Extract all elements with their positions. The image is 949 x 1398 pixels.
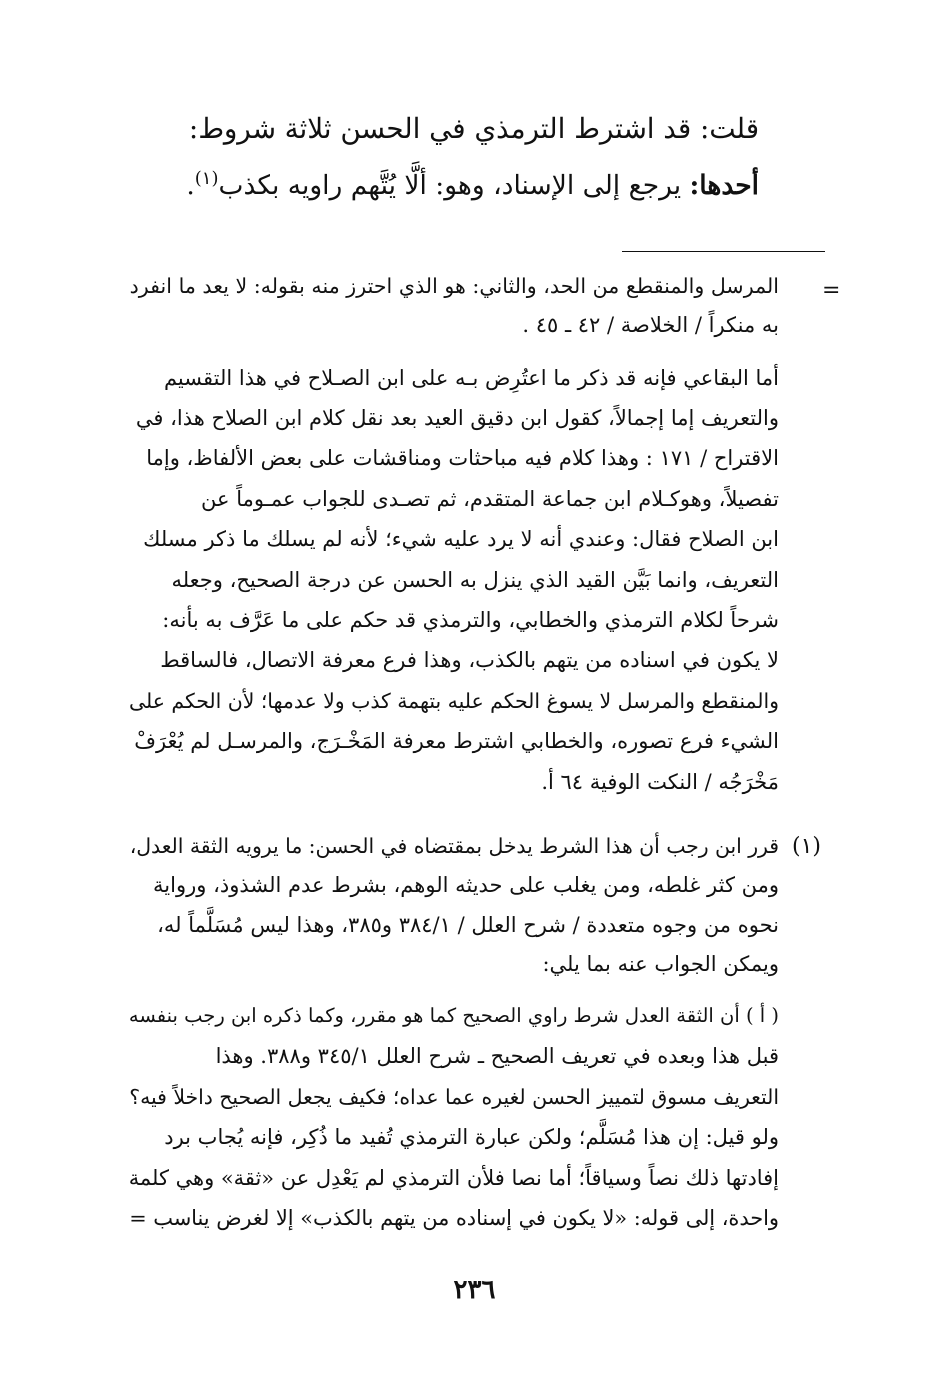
main-text-line-2 (186, 168, 759, 201)
continuation-line-2: به منكراً / الخلاصة / ٤٢ ـ ٤٥ . (522, 313, 779, 337)
footnote-1a-line: ( أ ) أن الثقة العدل شرط راوي الصحيح كما هو مقرر، وكما ذكره ابن رجب بنفسه (128, 1004, 779, 1027)
footnote-1-line: نحوه من وجوه متعددة / شرح العلل / ٣٨٤/١ و٣٨٥، وهذا ليس مُسَلَّماً له، (157, 913, 779, 937)
main-line-2-body: يرجع إلى الإسناد، وهو: ألَّا يُتَّهم راويه بكذب (218, 169, 690, 201)
paragraph-line: والمنقطع والمرسل لا يسوغ الحكم عليه بتهمة كذب ولا عدمها؛ لأن الحكم على (128, 689, 779, 713)
footnote-1-marker: (١) (791, 834, 821, 859)
paragraph-line: الشيء فرع تصوره، والخطابي اشترط معرفة المَخْـرَج، والمرسـل لم يُعْرَفْ (134, 729, 779, 753)
main-text-line-1: قلت: قد اشترط الترمذي في الحسن ثلاثة شروط: (188, 112, 759, 145)
footnote-1-line: ومن كثر غلطه، ومن يغلب على حديثه الوهم، بشرط عدم الشذوذ، ورواية (153, 873, 779, 897)
paragraph-line: والتعريف إما إجمالاً، كقول ابن دقيق العيد بعد نقل كلام ابن الصلاح هذا، في (135, 406, 779, 430)
footnote-1-line: ويمكن الجواب عنه بما يلي: (542, 952, 779, 976)
footnote-1a-line: ولو قيل: إن هذا مُسَلَّم؛ ولكن عبارة الترمذي تُفيد ما ذُكِر، فإنه يُجاب برد (164, 1125, 779, 1149)
paragraph-line: شرحاً لكلام الترمذي والخطابي، والترمذي قد حكم على ما عَرَّف به بأنه: (162, 608, 779, 632)
footnote-separator (622, 251, 825, 252)
paragraph-line: لا يكون في اسناده من يتهم بالكذب، وهذا فرع معرفة الاتصال، فالساقط (160, 648, 779, 672)
paragraph-line: أما البقاعي فإنه قد ذكر ما اعتُرِض بـه على ابن الصـلاح في هذا التقسيم (163, 366, 779, 390)
paragraph-line: الاقتراح / ١٧١ : وهذا كلام فيه مباحثات ومناقشات على بعض الألفاظ، وإما (146, 446, 779, 470)
paragraph-line: تفصيلاً، وهوكـلام ابن جماعة المتقدم، ثم تصـدى للجواب عمـوماً عن (201, 487, 779, 511)
footnote-1a-line: قبل هذا وبعده في تعريف الصحيح ـ شرح العلل ٣٤٥/١ و٣٨٨. وهذا (215, 1044, 779, 1068)
paragraph-line: مَخْرَجُه / النكت الوفية ٦٤ أ. (541, 770, 779, 794)
footnote-reference: (١) (194, 168, 219, 189)
main-line-2-end: . (186, 169, 195, 201)
footnote-1-line: قرر ابن رجب أن هذا الشرط يدخل بمقتضاه في الحسن: ما يرويه الثقة العدل، (129, 834, 779, 858)
continuation-marker: = (822, 278, 841, 303)
footnote-1a-line: واحدة، إلى قوله: «لا يكون في إسناده من يتهم بالكذب» إلا لغرض يناسب = (129, 1206, 779, 1230)
main-lead-word: أحدها: (689, 169, 759, 201)
continuation-line-1: المرسل والمنقطع من الحد، والثاني: هو الذي احترز منه بقوله: لا يعد ما انفرد (129, 274, 779, 298)
page-number: ٢٣٦ (453, 1275, 496, 1305)
paragraph-line: التعريف، وانما بَيَّن القيد الذي ينزل به الحسن عن درجة الصحيح، وجعله (171, 568, 779, 592)
paragraph-line: ابن الصلاح فقال: وعندي أنه لا يرد عليه شيء؛ لأنه لم يسلك ما ذكر مسلك (143, 527, 779, 551)
footnote-1a-line: التعريف مسوق لتمييز الحسن لغيره عما عداه؛ فكيف يجعل الصحيح داخلاً فيه؟ (129, 1085, 779, 1109)
footnote-1a-line: إفادتها ذلك نصاً وسياقاً؛ أما نصا فلأن الترمذي لم يَعْدِل عن «ثقة» وهي كلمة (128, 1166, 779, 1190)
